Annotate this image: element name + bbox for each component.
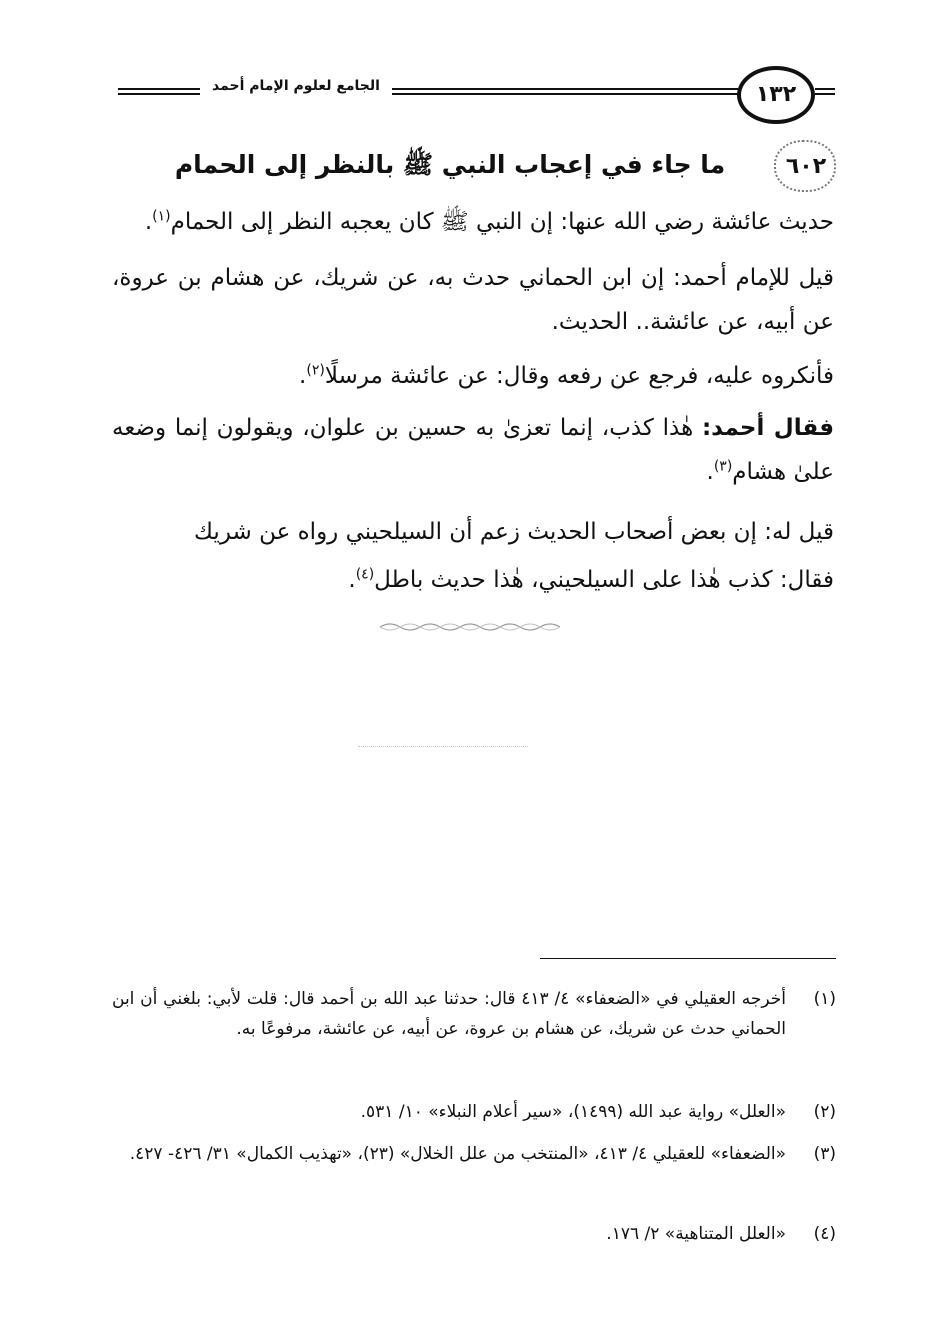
footnote-3-text: «الضعفاء» للعقيلي ٤/ ٤١٣، «المنتخب من علل الخلال» (٢٣)، «تهذيب الكمال» ٣١/ ٤٢٦- ٤٢٧.	[129, 1144, 786, 1164]
paragraph-5-line-2-text: فقال: كذب هٰذا على السيلحيني، هٰذا حديث باطل	[374, 567, 834, 593]
running-title: الجامع لعلوم الإمام أحمد	[200, 76, 392, 96]
footnote-ref-4[interactable]: (٤)	[355, 566, 375, 583]
paragraph-5-end: .	[348, 567, 356, 593]
paragraph-3	[112, 354, 834, 398]
paragraph-4	[112, 406, 834, 494]
header-rule-right	[815, 88, 835, 90]
footnote-4-number: (٤)	[813, 1224, 836, 1244]
ornament-icon	[378, 620, 568, 634]
header-rule-right-2	[815, 93, 835, 95]
paragraph-1-end: .	[144, 209, 153, 235]
footnote-separator	[540, 958, 836, 959]
paragraph-4-text: هٰذا كذب، إنما تعزىٰ به حسين بن علوان، ويقولون إنما وضعه علىٰ هشام	[112, 415, 834, 485]
footnote-ref-1[interactable]: (١)	[152, 208, 171, 225]
paragraph-2: قيل للإمام أحمد: إن ابن الحماني حدث به، عن شريك، عن هشام بن عروة، عن أبيه، عن عائشة.. الحديث.	[112, 265, 834, 335]
faint-divider	[358, 746, 528, 747]
footnote-3-number: (٣)	[813, 1144, 836, 1164]
footnote-1-text: أخرجه العقيلي في «الضعفاء» ٤/ ٤١٣ قال: حدثنا عبد الله بن أحمد قال: قلت لأبي: بلغني أن ابن الحماني حدث عن شريك، عن هشام بن عروة، عن أبيه، عن عائشة، مرفوعًا به.	[112, 989, 787, 1039]
paragraph-5-line-2	[112, 558, 834, 602]
footnote-2	[112, 1097, 836, 1127]
footnote-ref-3[interactable]: (٣)	[713, 458, 733, 475]
paragraph-4-end: .	[706, 459, 714, 485]
paragraph-1-text: حديث عائشة رضي الله عنها: إن النبي ﷺ كان يعجبه النظر إلى الحمام	[170, 209, 834, 235]
section-title: ما جاء في إعجاب النبي ﷺ بالنظر إلى الحمام	[174, 150, 726, 179]
footnote-4	[112, 1219, 836, 1249]
page-number: ١٣٢	[737, 66, 815, 124]
paragraph-4-label: فقال أحمد:	[701, 415, 835, 441]
footnote-ref-2[interactable]: (٢)	[306, 362, 325, 379]
section-end-ornament	[378, 620, 568, 636]
footnote-2-text: «العلل» رواية عبد الله (١٤٩٩)، «سير أعلام النبلاء» ١٠/ ٥٣١.	[360, 1102, 786, 1122]
footnote-1	[112, 984, 836, 1044]
section-number: ٦٠٢	[770, 144, 842, 190]
paragraph-1	[112, 200, 834, 244]
footnote-3	[112, 1139, 836, 1169]
footnote-4-text: «العلل المتناهية» ٢/ ١٧٦.	[606, 1224, 786, 1244]
paragraph-5-line-1: قيل له: إن بعض أصحاب الحديث زعم أن السيلحيني رواه عن شريك	[194, 519, 834, 545]
footnote-2-number: (٢)	[813, 1102, 836, 1122]
footnote-1-number: (١)	[813, 989, 836, 1009]
paragraph-3-end: .	[299, 363, 307, 389]
paragraph-3-text: فأنكروه عليه، فرجع عن رفعه وقال: عن عائشة مرسلًا	[324, 363, 834, 389]
